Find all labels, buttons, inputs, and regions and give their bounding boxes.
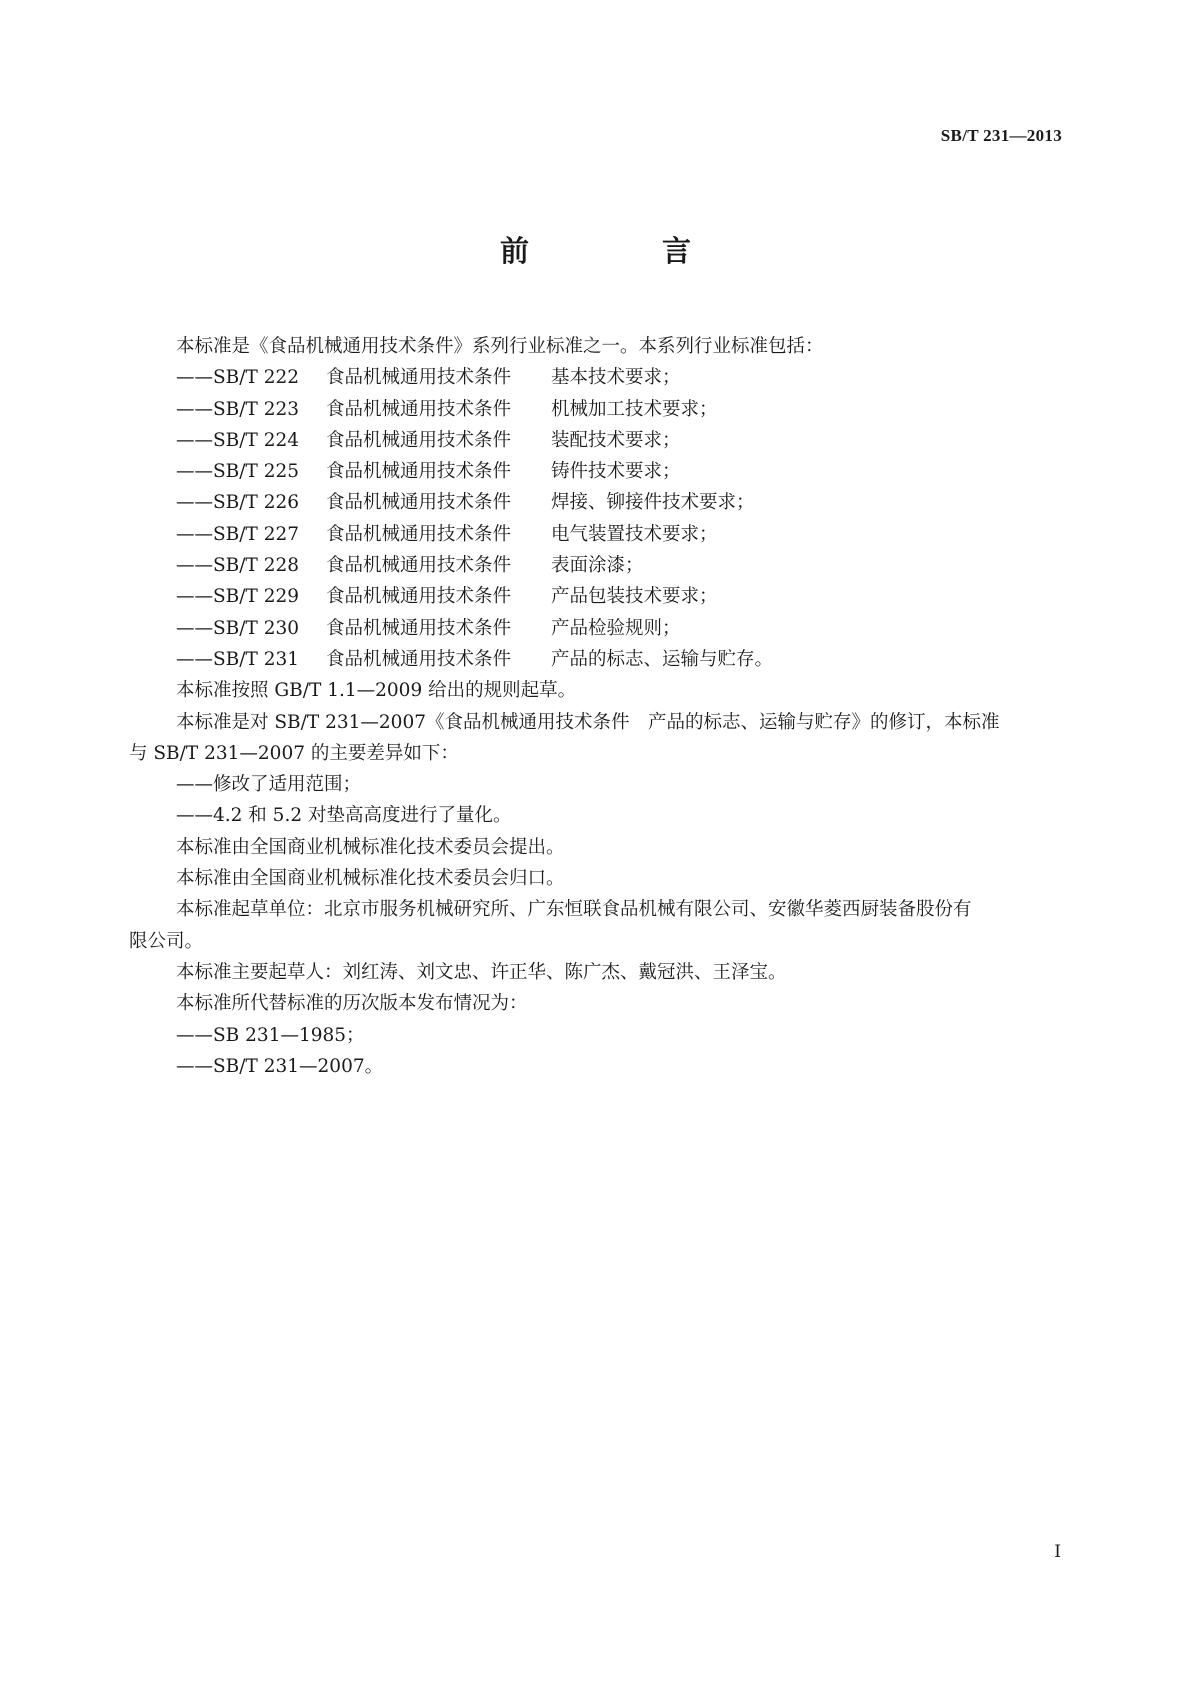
item-code: ——SB/T 226 [176, 492, 300, 514]
list-item [129, 425, 1061, 456]
page-title: 前 言 [499, 234, 743, 268]
list-item [129, 394, 1061, 425]
item-series: 食品机械通用技术条件 [326, 398, 512, 420]
list-item [129, 581, 1061, 612]
list-item [129, 362, 1061, 393]
item-series: 食品机械通用技术条件 [326, 523, 512, 545]
revision-paragraph-line-1: 本标准是对 SB/T 231—2007《食品机械通用技术条件 产品的标志、运输与贮存》的修订，本标准 [176, 711, 1000, 733]
item-code: ——SB/T 224 [176, 429, 300, 451]
list-item [129, 644, 1061, 675]
change-item: ——4.2 和 5.2 对垫高高度进行了量化。 [176, 805, 512, 827]
revision-paragraph-line-2: 与 SB/T 231—2007 的主要差异如下： [129, 742, 459, 764]
list-item [129, 613, 1061, 644]
item-part: 产品检验规则； [551, 617, 681, 639]
change-item: ——修改了适用范围； [176, 774, 362, 796]
item-series: 食品机械通用技术条件 [326, 555, 512, 577]
item-code: ——SB/T 231 [176, 648, 300, 670]
list-item [129, 487, 1061, 518]
list-item [129, 456, 1061, 487]
item-series: 食品机械通用技术条件 [326, 367, 512, 389]
item-part: 电气装置技术要求； [551, 523, 718, 545]
item-code: ——SB/T 227 [176, 523, 300, 545]
series-list [129, 362, 1061, 675]
proposed-by-paragraph: 本标准由全国商业机械标准化技术委员会提出。 [176, 836, 565, 858]
item-series: 食品机械通用技术条件 [326, 586, 512, 608]
drafting-units-line-2: 限公司。 [129, 930, 204, 952]
item-series: 食品机械通用技术条件 [326, 617, 512, 639]
page-number: I [1054, 1542, 1061, 1562]
item-code: ——SB/T 230 [176, 617, 300, 639]
standard-code: SB/T 231—2013 [940, 126, 1062, 145]
item-part: 铸件技术要求； [551, 461, 681, 483]
item-part: 产品的标志、运输与贮存。 [551, 648, 774, 670]
drafting-rule-paragraph: 本标准按照 GB/T 1.1—2009 给出的规则起草。 [176, 680, 577, 702]
drafting-units-line-1: 本标准起草单位：北京市服务机械研究所、广东恒联食品机械有限公司、安徽华菱西厨装备股份有 [176, 899, 972, 921]
item-code: ——SB/T 225 [176, 461, 300, 483]
item-part: 产品包装技术要求； [551, 586, 718, 608]
history-item: ——SB 231—1985； [176, 1024, 365, 1046]
item-part: 装配技术要求； [551, 429, 681, 451]
item-series: 食品机械通用技术条件 [326, 648, 512, 670]
item-code: ——SB/T 223 [176, 398, 300, 420]
history-intro-paragraph: 本标准所代替标准的历次版本发布情况为： [176, 993, 528, 1015]
item-code: ——SB/T 229 [176, 586, 300, 608]
item-series: 食品机械通用技术条件 [326, 492, 512, 514]
item-part: 机械加工技术要求； [551, 398, 718, 420]
list-item [129, 550, 1061, 581]
item-code: ——SB/T 222 [176, 367, 300, 389]
intro-paragraph: 本标准是《食品机械通用技术条件》系列行业标准之一。本系列行业标准包括： [176, 336, 824, 357]
drafters-paragraph: 本标准主要起草人：刘红涛、刘文忠、许正华、陈广杰、戴冠洪、王泽宝。 [176, 961, 787, 983]
item-part: 基本技术要求； [551, 367, 681, 389]
item-series: 食品机械通用技术条件 [326, 429, 512, 451]
item-code: ——SB/T 228 [176, 555, 300, 577]
item-part: 焊接、铆接件技术要求； [551, 492, 755, 514]
history-item: ——SB/T 231—2007。 [176, 1055, 384, 1077]
managed-by-paragraph: 本标准由全国商业机械标准化技术委员会归口。 [176, 868, 565, 890]
list-item [129, 519, 1061, 550]
item-part: 表面涂漆； [551, 555, 644, 577]
foreword-body [129, 331, 1061, 1082]
item-series: 食品机械通用技术条件 [326, 461, 512, 483]
